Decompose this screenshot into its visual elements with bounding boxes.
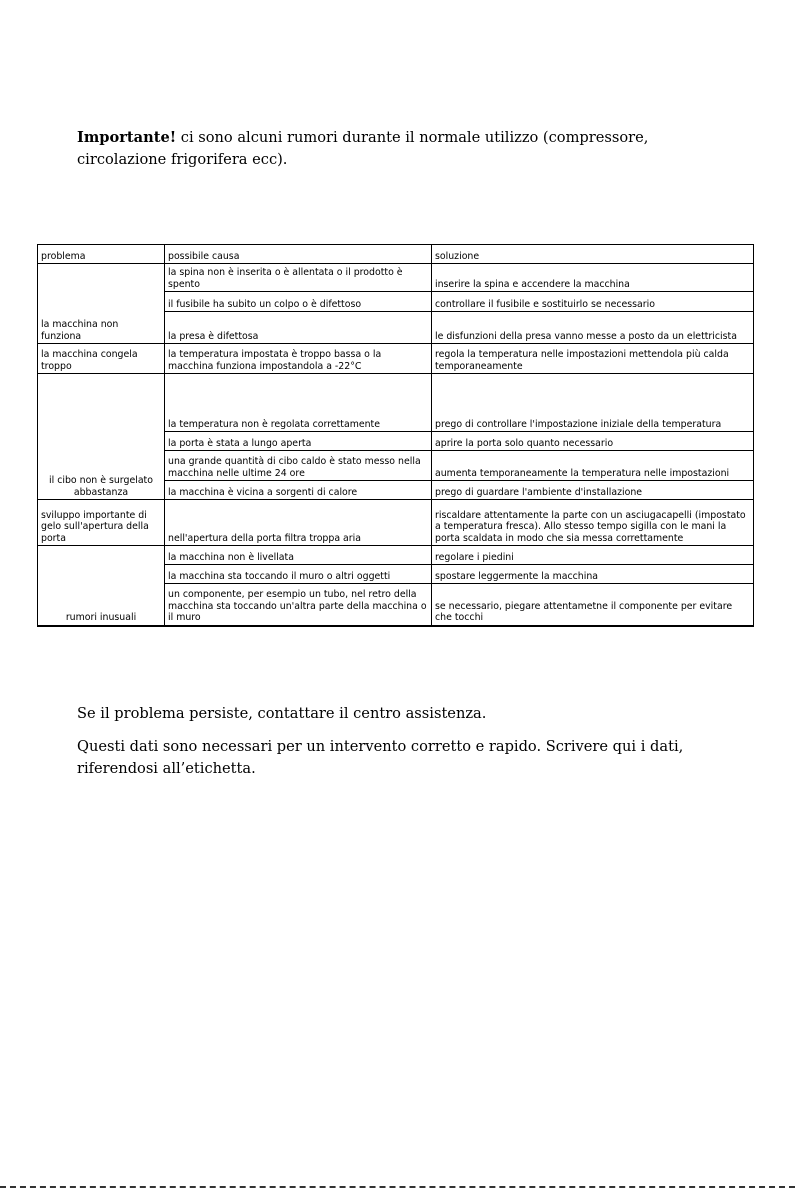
important-text: ci sono alcuni rumori durante il normale utilizzo (compressore, circolazione frigorifera ecc). <box>77 129 649 168</box>
table-row <box>38 374 754 432</box>
cause-cell: nell'apertura della porta filtra troppa aria <box>165 500 432 546</box>
solution-cell: aprire la porta solo quanto necessario <box>432 432 754 451</box>
problem-cell: sviluppo importante di gelo sull'apertura della porta <box>38 500 165 546</box>
header-problem: problema <box>38 245 165 264</box>
problem-cell: la macchina non funziona <box>38 264 165 344</box>
cause-cell: la macchina sta toccando il muro o altri oggetti <box>165 565 432 584</box>
header-solution: soluzione <box>432 245 754 264</box>
header-cause: possibile causa <box>165 245 432 264</box>
page-bottom-border <box>0 1186 795 1188</box>
cause-cell: un componente, per esempio un tubo, nel retro della macchina sta toccando un'altra parte della macchina o il muro <box>165 584 432 626</box>
table-header-row <box>38 245 754 264</box>
solution-cell: regola la temperatura nelle impostazioni mettendola più calda temporaneamente <box>432 344 754 374</box>
problem-cell: il cibo non è surgelato abbastanza <box>38 374 165 500</box>
data-required-text: Questi dati sono necessari per un intervento corretto e rapido. Scrivere qui i dati, riferendosi all’etichetta. <box>77 738 684 777</box>
problem-cell: rumori inusuali <box>38 546 165 626</box>
solution-cell: prego di controllare l'impostazione iniziale della temperatura <box>432 374 754 432</box>
important-note <box>77 127 737 171</box>
solution-cell: regolare i piedini <box>432 546 754 565</box>
cause-cell: la porta è stata a lungo aperta <box>165 432 432 451</box>
problem-cell: la macchina congela troppo <box>38 344 165 374</box>
solution-cell: prego di guardare l'ambiente d'installazione <box>432 481 754 500</box>
cause-cell: la spina non è inserita o è allentata o il prodotto è spento <box>165 264 432 292</box>
solution-cell: se necessario, piegare attentametne il componente per evitare che tocchi <box>432 584 754 626</box>
solution-cell: spostare leggermente la macchina <box>432 565 754 584</box>
cause-cell: la macchina non è livellata <box>165 546 432 565</box>
table-row <box>38 264 754 292</box>
solution-cell: aumenta temporaneamente la temperatura nelle impostazioni <box>432 451 754 481</box>
cause-cell: una grande quantità di cibo caldo è stato messo nella macchina nelle ultime 24 ore <box>165 451 432 481</box>
contact-assistance-text: Se il problema persiste, contattare il centro assistenza. <box>77 705 487 722</box>
footer-text <box>77 703 737 791</box>
solution-cell: inserire la spina e accendere la macchina <box>432 264 754 292</box>
solution-cell: riscaldare attentamente la parte con un asciugacapelli (impostato a temperatura fresca). Allo stesso tempo sigilla con le mani la porta scaldata in modo che sia messa correttamente <box>432 500 754 546</box>
table-row <box>38 546 754 565</box>
important-label: Importante! <box>77 129 177 146</box>
troubleshooting-table <box>37 244 754 627</box>
solution-cell: controllare il fusibile e sostituirlo se necessario <box>432 292 754 312</box>
table-row <box>38 500 754 546</box>
cause-cell: la macchina è vicina a sorgenti di calore <box>165 481 432 500</box>
solution-cell: le disfunzioni della presa vanno messe a posto da un elettricista <box>432 312 754 344</box>
cause-cell: la presa è difettosa <box>165 312 432 344</box>
table-row <box>38 344 754 374</box>
cause-cell: il fusibile ha subito un colpo o è difettoso <box>165 292 432 312</box>
cause-cell: la temperatura non è regolata correttamente <box>165 374 432 432</box>
cause-cell: la temperatura impostata è troppo bassa o la macchina funziona impostandola a -22°C <box>165 344 432 374</box>
